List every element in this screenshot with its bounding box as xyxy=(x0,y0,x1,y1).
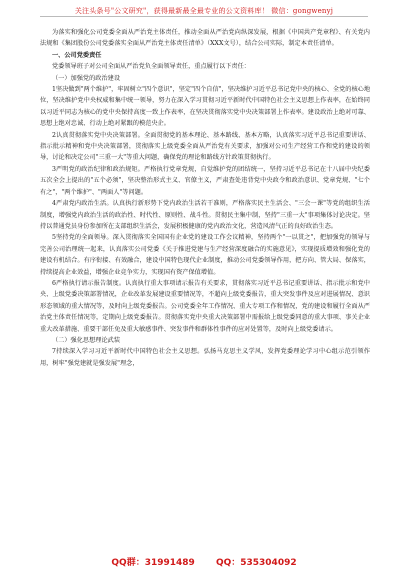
qq-personal-text: QQ：535304092 xyxy=(215,558,297,568)
paragraph: 7持续深入学习习近平新时代中国特色社会主义思想。弘扬马克思主义学风，发挥党委理论学习中心组示范引领作用，树牢"强党建就是强发展"理念， xyxy=(40,348,370,367)
promo-banner: 关注头条号"公文研究"，获得最新最全最专业的公文资料库！ 微信：gongwenyj xyxy=(74,7,334,15)
subsection-heading: （二）强化思想理论武装 xyxy=(52,336,121,344)
paragraph: 党委领导班子对公司全面从严治党负全面领导责任，重点履行以下责任： xyxy=(52,63,250,71)
paragraph: 6严格执行请示报告制度。认真执行重大事项请示报告有关要求，贯彻落实习近平总书记重要讲话、指示批示和党中央、上级党委决策部署情况，企业改革发展建设重要情况等，不超向上级党委报告，重大突发事件及应对进展情况、意识形态领域的重大情况等，及时向上级党委报告。公司党委全年工作情况、重大专项工作和情况，党的建设和履行全面从严治党主体责任情况等，定期向上级党委报告。贯彻落实党中央重大决策部署中需报给上级党委同意的重大事项、事关企业重大改革措施、重要干部任免及重大敏感事件、突发事件和群体性事件的应对处置等，及时向上级党委请示。 xyxy=(40,279,370,333)
paragraph: 2认真贯彻落实党中央决策部署。全面贯彻党的基本理论、基本路线、基本方略，认真落实习近平总书记重要讲话、指示批示精神和党中央决策部署，贯彻落实上级党委全面从严治党有关要求，加强对公司生产经营工作和党的建设的领导，讨论和决定公司"三重一大"等重大问题，确保党的理论和路线方针政策贯彻执行。 xyxy=(40,131,370,162)
intro-paragraph: 为落实和强化公司党委全面从严治党主体责任，推动全面从严治党向纵深发展，根据《中国共产党章程》、有关党内法规和《集团股份公司党委落实全面从严治党主体责任清单》（XXX文号），结合公司实际，制定本责任清单。 xyxy=(40,29,370,48)
paragraph: 1坚决做到"两个维护"，牢固树立"四个意识"，坚定"四个自信"，坚决维护习近平总书记党中央的核心、全党的核心地位，坚决维护党中央权威和集中统一领导，努力在深入学习贯彻习近平新时代中国特色社会主义思想上作表率，在始终同以习近平同志为核心的党中央保持高度一致上作表率，在坚决贯彻落实党中央决策部署上作表率。建设政治上绝对可靠、思想上绝对忠诚、行动上绝对紧跟的模范央企。 xyxy=(40,86,371,128)
contact-footer xyxy=(0,555,408,568)
document-body xyxy=(40,27,370,369)
paragraph: 5坚持党的全面领导。深入贯彻落实全国国有企业党的建设工作会议精神，坚持两个"一以贯之"，把加强党的领导与完善公司治理统一起来，认真落实公司党委《关于推进党建与生产经营深度融合的实施意见》，实现提质增效和强化党的建设有机结合。有序衔接、有效融合，建设中国特色现代企业制度，推动公司党委领导作用，把方向、管大局、保落实，持续提高企业效益，增强企业竞争实力，实现国有资产保值增值。 xyxy=(40,234,370,276)
paragraph: 4严肃党内政治生活。认真执行新形势下党内政治生活若干准则，严格落实民主生活会、"三会一课"等党的组织生活制度，增强党内政治生活的政治性、时代性、原则性、战斗性。贯彻民主集中制，坚持"三重一大"事项集体讨论决定。坚持以普通党员身份参加所在支部组织生活会，发展积极健康的党内政治文化，营造风清气正的良好政治生态。 xyxy=(40,200,370,230)
subsection-heading: （一）加强党的政治建设 xyxy=(52,74,121,82)
banner-divider xyxy=(40,16,368,17)
section-heading: 一、公司党委责任 xyxy=(52,51,102,59)
paragraph: 3严明党的政治纪律和政治规矩。严格执行党章党规，自觉维护党的团结统一，坚持习近平总书记在十八届中央纪委五次全会上提出的"五个必须"，坚决整治形式主义、官僚主义，严肃查处违背党中央政令和政治意识、党章党规、"七个有之"，"两个维护"、"两面人"等问题。 xyxy=(40,165,370,196)
qq-group-text: QQ群：31991489 xyxy=(111,558,195,568)
